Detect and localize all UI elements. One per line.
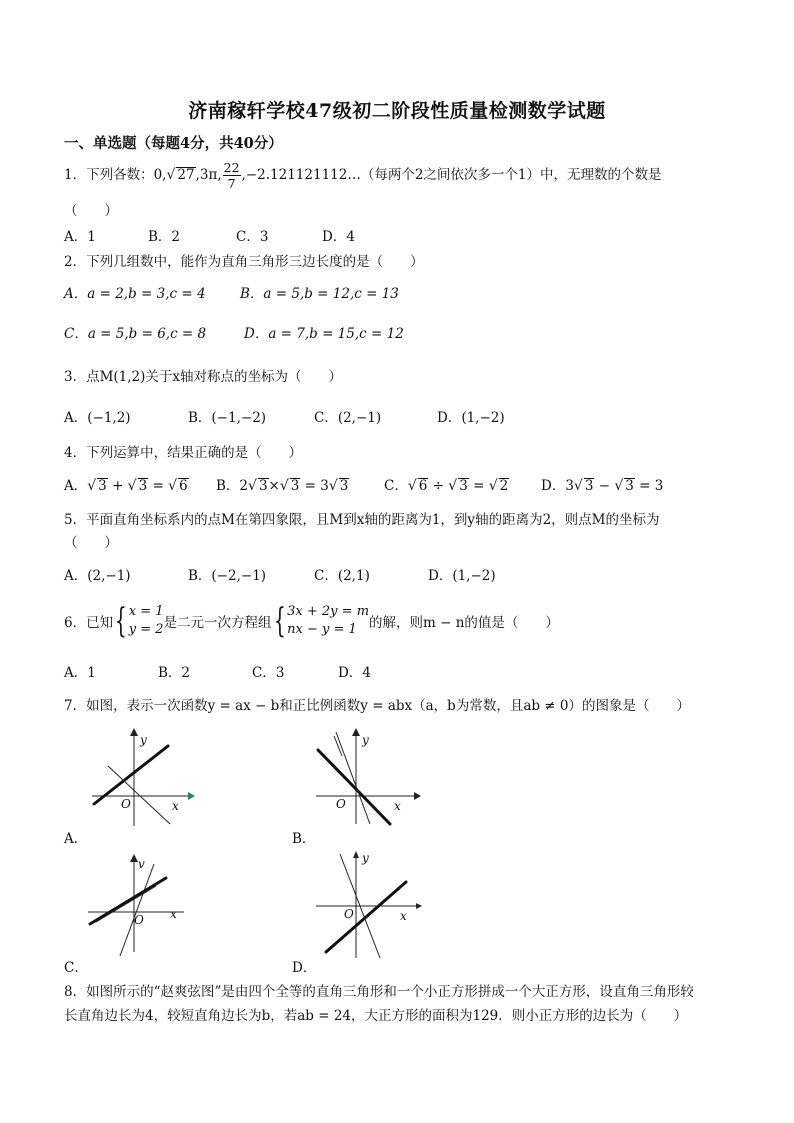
sqrt-sign: √ — [488, 478, 498, 494]
sqrt-sign: √ — [448, 478, 458, 494]
q4-d-op: − — [598, 478, 611, 494]
q4-b-eq: = 3 — [304, 478, 329, 494]
sqrt-sign: √ — [614, 478, 624, 494]
q5-option-d[interactable]: D．(1,−2) — [428, 568, 496, 584]
q4-d-radicand-1: 3 — [584, 478, 594, 494]
origin-label: O — [336, 797, 346, 811]
sqrt-sign: √ — [407, 478, 417, 494]
q4-c-label: C． — [384, 478, 408, 494]
q6-system-2 — [287, 603, 369, 639]
q4-b-radicand-2: 3 — [290, 478, 300, 494]
q7-graph-b — [312, 728, 432, 828]
sqrt-sign: √ — [168, 478, 178, 494]
q1-fraction-num: 22 — [223, 160, 240, 175]
q1-option-d[interactable]: D．4 — [322, 229, 355, 245]
q7-option-c[interactable]: C． — [64, 960, 88, 976]
q4-d-radicand-2: 3 — [625, 478, 634, 494]
x-axis-arrow-icon — [188, 792, 195, 800]
graph-line-steep — [120, 864, 154, 956]
q4-a-op: + — [112, 478, 124, 494]
q4-d-label: D．3 — [541, 478, 574, 494]
sqrt-sign: √ — [573, 478, 583, 494]
left-brace-icon: { — [114, 601, 127, 641]
section-heading: 一、单选题（每题4分，共40分） — [64, 135, 283, 152]
question-8-line-2: 长直角边长为4，较短直角边长为b，若ab = 24，大正方形的面积为129．则小正方形的边长为（ ） — [64, 1008, 688, 1024]
q4-c-op: ÷ — [432, 478, 444, 494]
origin-label: O — [121, 797, 131, 811]
q2-option-b[interactable]: B．a = 5,b = 12,c = 13 — [240, 286, 399, 302]
question-3-stem: 3．点M(1,2)关于x轴对称点的坐标为（ ） — [64, 369, 343, 385]
q3-option-c[interactable]: C．(2,−1) — [314, 410, 382, 426]
question-1-stem — [64, 160, 662, 191]
q2-option-d[interactable]: D．a = 7,b = 15,c = 12 — [244, 326, 404, 342]
x-axis-label: x — [394, 799, 401, 813]
q6-prefix: 6．已知 — [64, 615, 114, 631]
q1-tail: ,−2.121121112…（每两个2之间依次多一个1）中，无理数的个数是 — [241, 167, 662, 183]
q4-b-label: B．2 — [216, 478, 249, 494]
q3-option-d[interactable]: D．(1,−2) — [437, 410, 505, 426]
y-axis-arrow-icon — [353, 851, 359, 858]
q1-fraction — [223, 160, 241, 191]
question-4-stem: 4．下列运算中，结果正确的是（ ） — [64, 445, 303, 461]
q2-option-a[interactable]: A．a = 2,b = 3,c = 4 — [64, 286, 206, 302]
x-axis-label: x — [170, 907, 177, 921]
q6-system-2-line-2: nx − y = 1 — [287, 622, 357, 637]
q6-option-b[interactable]: B．2 — [158, 665, 191, 681]
question-7-stem: 7．如图，表示一次函数y = ax − b和正比例函数y = abx（a，b为常数，且ab ≠ 0）的图象是（ ） — [64, 698, 690, 714]
q4-d-eq: = 3 — [639, 478, 664, 494]
q7-graph-c — [84, 852, 204, 957]
q4-a-label: A． — [64, 478, 88, 494]
q6-system-1 — [129, 603, 164, 639]
graph-line-thick — [318, 750, 390, 824]
q6-option-d[interactable]: D．4 — [338, 665, 371, 681]
q7-graph-d — [312, 848, 432, 960]
q4-a-radicand-3: 6 — [179, 478, 188, 494]
y-axis-label: y — [362, 851, 369, 865]
origin-label: O — [134, 913, 144, 927]
q6-system-1-line-2: y = 2 — [128, 622, 164, 637]
graph-line-thin — [96, 886, 156, 922]
graph-line-thick — [94, 746, 168, 804]
graph-line-thick — [326, 882, 406, 952]
y-axis-arrow-icon — [352, 728, 360, 736]
q1-fraction-den: 7 — [227, 176, 236, 191]
y-axis-label: y — [362, 733, 369, 747]
x-axis-arrow-icon — [416, 903, 422, 909]
graph-line-thick — [90, 878, 166, 924]
q3-option-a[interactable]: A．(−1,2) — [64, 410, 131, 426]
q4-option-c[interactable] — [384, 474, 509, 494]
q1-prefix: 1．下列各数：0, — [64, 167, 167, 183]
q7-option-b[interactable]: B． — [292, 831, 316, 847]
q4-c-eq: = — [473, 478, 485, 494]
q4-a-radicand-2: 3 — [138, 478, 148, 494]
q5-option-c[interactable]: C．(2,1) — [314, 568, 370, 584]
q1-answer-paren: （ ） — [64, 203, 118, 219]
question-6-stem — [64, 603, 559, 639]
q5-option-b[interactable]: B．(−2,−1) — [188, 568, 267, 584]
q1-option-c[interactable]: C．3 — [236, 229, 269, 245]
q1-mid: ,3π, — [195, 167, 222, 183]
q4-option-a[interactable] — [64, 474, 189, 494]
q6-option-a[interactable]: A．1 — [64, 665, 96, 681]
sqrt-sign: √ — [248, 478, 257, 494]
q7-option-a[interactable]: A． — [64, 831, 88, 847]
y-axis-arrow-icon — [130, 854, 138, 862]
sqrt-sign: √ — [87, 478, 97, 494]
q6-option-c[interactable]: C．3 — [252, 665, 285, 681]
q7-option-d[interactable]: D． — [292, 960, 317, 976]
q4-a-eq: = — [152, 478, 164, 494]
y-axis-label: v — [138, 857, 145, 871]
y-axis-label: y — [140, 733, 147, 747]
q1-option-b[interactable]: B．2 — [148, 229, 181, 245]
q7-graph-a — [84, 728, 204, 828]
q2-option-c[interactable]: C．a = 5,b = 6,c = 8 — [64, 326, 207, 342]
q4-c-radicand-3: 2 — [499, 478, 509, 494]
q5-answer-paren: （ ） — [64, 535, 118, 551]
question-8-line-1: 8．如图所示的“赵爽弦图”是由四个全等的直角三角形和一个小正方形拼成一个大正方形，设直角三角形较 — [64, 984, 694, 1000]
q6-system-2-line-1: 3x + 2y = m — [287, 604, 370, 619]
sqrt-sign: √ — [166, 167, 176, 183]
x-axis-label: x — [400, 909, 407, 923]
q4-c-radicand-1: 6 — [418, 478, 428, 494]
sqrt-sign: √ — [279, 478, 289, 494]
q6-system-1-line-1: x = 1 — [128, 604, 164, 619]
q4-a-radicand-1: 3 — [98, 478, 107, 494]
origin-label: O — [344, 907, 354, 921]
left-brace-icon: { — [273, 601, 286, 641]
x-axis-label: x — [172, 799, 179, 813]
x-axis-arrow-icon — [414, 792, 421, 800]
q6-tail: 的解，则m − n的值是（ ） — [369, 615, 559, 631]
sqrt-sign: √ — [328, 478, 338, 494]
q1-option-a[interactable]: A．1 — [64, 229, 96, 245]
q3-option-b[interactable]: B．(−1,−2) — [188, 410, 267, 426]
graph-line-thin — [108, 766, 170, 824]
page-title: 济南稼轩学校47级初二阶段性质量检测数学试题 — [188, 100, 606, 122]
q5-option-a[interactable]: A．(2,−1) — [64, 568, 131, 584]
y-axis-arrow-icon — [130, 728, 138, 736]
sqrt-sign: √ — [127, 478, 137, 494]
q4-b-op: × — [268, 478, 280, 494]
q4-option-b[interactable] — [216, 474, 349, 494]
q4-option-d[interactable] — [541, 474, 663, 494]
q4-b-radicand-1: 3 — [258, 478, 268, 494]
q4-b-radicand-3: 3 — [339, 478, 349, 494]
question-2-stem: 2．下列几组数中，能作为直角三角形三边长度的是（ ） — [64, 254, 424, 270]
q6-mid: 是二元一次方程组 — [163, 615, 272, 631]
q1-radicand: 27 — [177, 167, 195, 183]
q4-c-radicand-2: 3 — [459, 478, 468, 494]
question-5-stem: 5．平面直角坐标系内的点M在第四象限，且M到x轴的距离为1，到y轴的距离为2，则点M的坐标为 — [64, 512, 660, 528]
